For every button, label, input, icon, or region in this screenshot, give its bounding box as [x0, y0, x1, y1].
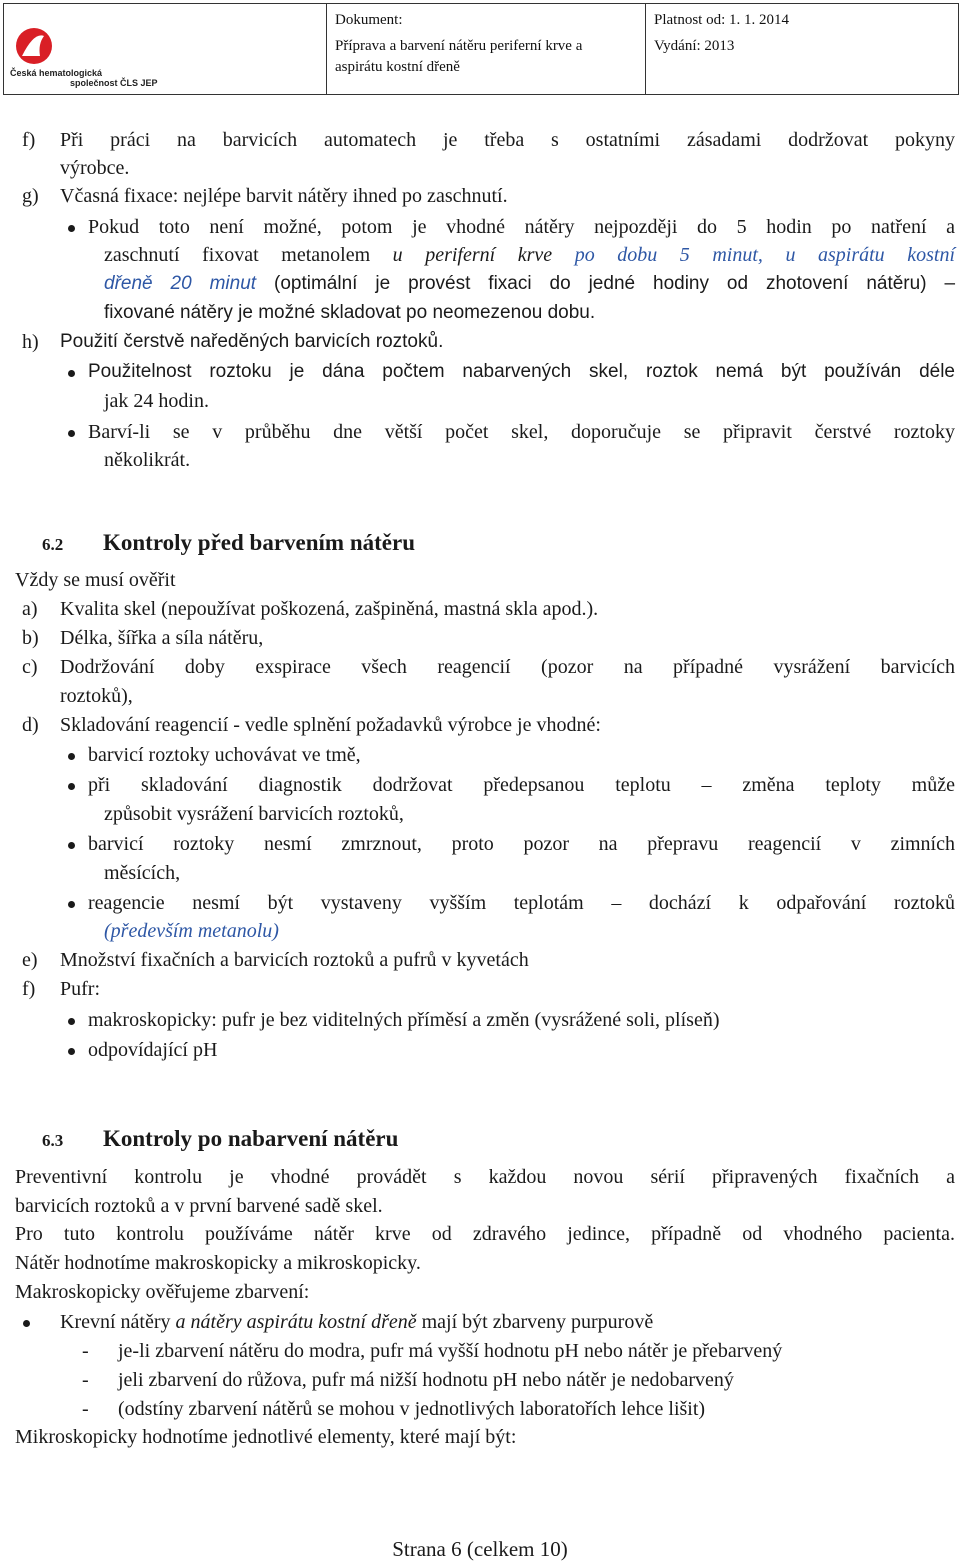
g-bullet-plain: zaschnutí fixovat metanolem — [104, 244, 371, 266]
bullet-icon — [68, 842, 75, 849]
h-bullet-1-line-2: jak 24 hodin. — [104, 390, 209, 412]
section-6-3-p1-line-1: Preventivní kontrolu je vhodné provádět s každou novou sérií připravených fixačních a — [15, 1166, 955, 1188]
d-bullet-4-line-1: reagencie nesmí být vystaveny vyšším teplotám – dochází k odpařování roztoků — [88, 892, 955, 914]
list-label-a: a) — [22, 598, 38, 620]
d-bullet-2-line-1: při skladování diagnostik dodržovat předepsanou teplotu – změna teploty může — [88, 774, 955, 796]
f-bullet-2: odpovídající pH — [88, 1039, 218, 1061]
dash-mark: - — [82, 1340, 89, 1362]
list-item-a: Kvalita skel (nepoužívat poškozená, zašpiněná, mastná skla apod.). — [60, 598, 599, 620]
list-item-f-line-2: výrobce. — [60, 157, 130, 179]
section-6-3-p1-line-2: barvicích roztoků a v první barvené sadě skel. — [15, 1195, 383, 1217]
bullet-italic: a nátěry aspirátu kostní dřeně — [175, 1311, 417, 1333]
f-bullet-1: makroskopicky: pufr je bez viditelných příměsí a změn (vysrážené soli, plíseň) — [88, 1009, 720, 1031]
d-bullet-1: barvicí roztoky uchovávat ve tmě, — [88, 744, 361, 766]
d-bullet-4-line-2: (především metanolu) — [104, 920, 279, 942]
list-item-f-line-1: Při práci na barvicích automatech je třeba s ostatními zásadami dodržovat pokyny — [60, 129, 955, 151]
section-6-3-p5: Mikroskopicky hodnotíme jednotlivé elementy, které mají být: — [15, 1426, 517, 1448]
section-6-2-intro: Vždy se musí ověřit — [15, 569, 176, 591]
bullet-icon — [68, 370, 75, 377]
edition: Vydání: 2013 — [654, 38, 735, 54]
doc-label: Dokument: — [335, 12, 403, 28]
g-bullet-blue-2: dřeně 20 minut — [104, 273, 257, 294]
list-label-h: h) — [22, 331, 39, 353]
society-logo — [10, 22, 160, 88]
d-bullet-2-line-2: způsobit vysrážení barvicích roztoků, — [104, 803, 404, 825]
h-bullet-1-line-1: Použitelnost roztoku je dána počtem nabarvených skel, roztok nemá být používán déle — [88, 361, 955, 382]
list-label-d: d) — [22, 714, 39, 736]
dash-item-3: (odstíny zbarvení nátěrů se mohou v jednotlivých laboratořích lehce lišit) — [118, 1398, 706, 1420]
section-number-6-3: 6.3 — [42, 1131, 64, 1150]
logo-drop-icon — [14, 26, 54, 66]
list-label-f2: f) — [22, 978, 36, 1000]
logo-org-line-1: Česká hematologická — [10, 68, 103, 78]
list-label-c: c) — [22, 656, 38, 678]
g-bullet-plain-2: (optimální je provést fixaci do jedné hodiny od zhotovení nátěru) – — [274, 273, 956, 294]
valid-from: Platnost od: 1. 1. 2014 — [654, 12, 790, 28]
list-item-h: Použití čerstvě naředěných barvicích roztoků. — [60, 331, 444, 352]
dash-item-1: je-li zbarvení nátěru do modra, pufr má vyšší hodnotu pH nebo nátěr je přebarvený — [118, 1340, 783, 1362]
doc-title-line-1: Příprava a barvení nátěru periferní krve a — [335, 38, 583, 54]
bullet-plain-2: mají být zbarveny purpurově — [421, 1311, 654, 1333]
section-title-6-3: Kontroly po nabarvení nátěru — [103, 1126, 399, 1151]
list-item-c-line-1: Dodržování doby exspirace všech reagencií (pozor na případné vysrážení barvicích — [60, 656, 955, 678]
d-bullet-3-line-2: měsících, — [104, 862, 181, 884]
list-item-b: Délka, šířka a síla nátěru, — [60, 627, 264, 649]
dash-mark: - — [82, 1398, 89, 1420]
d-bullet-3-line-1: barvicí roztoky nesmí zmrznout, proto pozor na přepravu reagencií v zimních — [88, 833, 955, 855]
dash-item-2: jeli zbarvení do růžova, pufr má nižší hodnotu pH nebo nátěr je nedobarvený — [118, 1369, 734, 1391]
bullet-icon — [23, 1320, 30, 1327]
bullet-icon — [68, 1018, 75, 1025]
g-bullet-blue: po dobu 5 minut, u aspirátu kostní — [574, 244, 955, 266]
section-6-3-p2: Pro tuto kontrolu používáme nátěr krve od zdravého jedince, případně od vhodného pacienta. — [15, 1223, 955, 1245]
bullet-icon — [68, 1048, 75, 1055]
section-number-6-2: 6.2 — [42, 535, 64, 554]
list-item-f2: Pufr: — [60, 978, 100, 1000]
bullet-icon — [68, 753, 75, 760]
bullet-icon — [68, 225, 75, 232]
list-item-d: Skladování reagencií - vedle splnění požadavků výrobce je vhodné: — [60, 714, 601, 736]
logo-org-line-2: společnost ČLS JEP — [70, 78, 158, 88]
g-bullet-italic: u periferní krve — [392, 244, 553, 266]
list-label-e: e) — [22, 949, 38, 971]
list-item-c-line-2: roztoků), — [60, 685, 133, 707]
g-bullet-line-3 — [104, 271, 955, 297]
header-validity-cell — [645, 4, 958, 94]
dash-mark: - — [82, 1369, 89, 1391]
section-6-3-p4: Makroskopicky ověřujeme zbarvení: — [15, 1281, 310, 1303]
doc-title-line-2: aspirátu kostní dřeně — [335, 59, 460, 75]
header-document-cell — [326, 4, 646, 94]
document-header — [3, 3, 959, 95]
section-6-3-p3: Nátěr hodnotíme makroskopicky a mikroskopicky. — [15, 1252, 421, 1274]
list-item-e: Množství fixačních a barvicích roztoků a pufrů v kyvetách — [60, 949, 529, 971]
h-bullet-2-line-2: několikrát. — [104, 449, 191, 471]
bullet-plain-1: Krevní nátěry — [60, 1311, 171, 1333]
bullet-icon — [68, 783, 75, 790]
page-number: Strana 6 (celkem 10) — [392, 1537, 568, 1561]
bullet-icon — [68, 430, 75, 437]
section-6-3-bullet — [60, 1309, 653, 1335]
list-label-f: f) — [22, 129, 36, 151]
g-bullet-line-4: fixované nátěry je možné skladovat po neomezenou dobu. — [104, 302, 596, 323]
list-label-b: b) — [22, 627, 39, 649]
g-bullet-line-2 — [104, 242, 955, 268]
g-bullet-line-1: Pokud toto není možné, potom je vhodné nátěry nejpozději do 5 hodin po natření a — [88, 216, 955, 238]
list-item-g: Včasná fixace: nejlépe barvit nátěry ihned po zaschnutí. — [60, 185, 508, 207]
list-label-g: g) — [22, 185, 39, 207]
section-title-6-2: Kontroly před barvením nátěru — [103, 530, 415, 555]
bullet-icon — [68, 901, 75, 908]
h-bullet-2-line-1: Barví-li se v průběhu dne větší počet skel, doporučuje se připravit čerstvé roztoky — [88, 421, 955, 443]
